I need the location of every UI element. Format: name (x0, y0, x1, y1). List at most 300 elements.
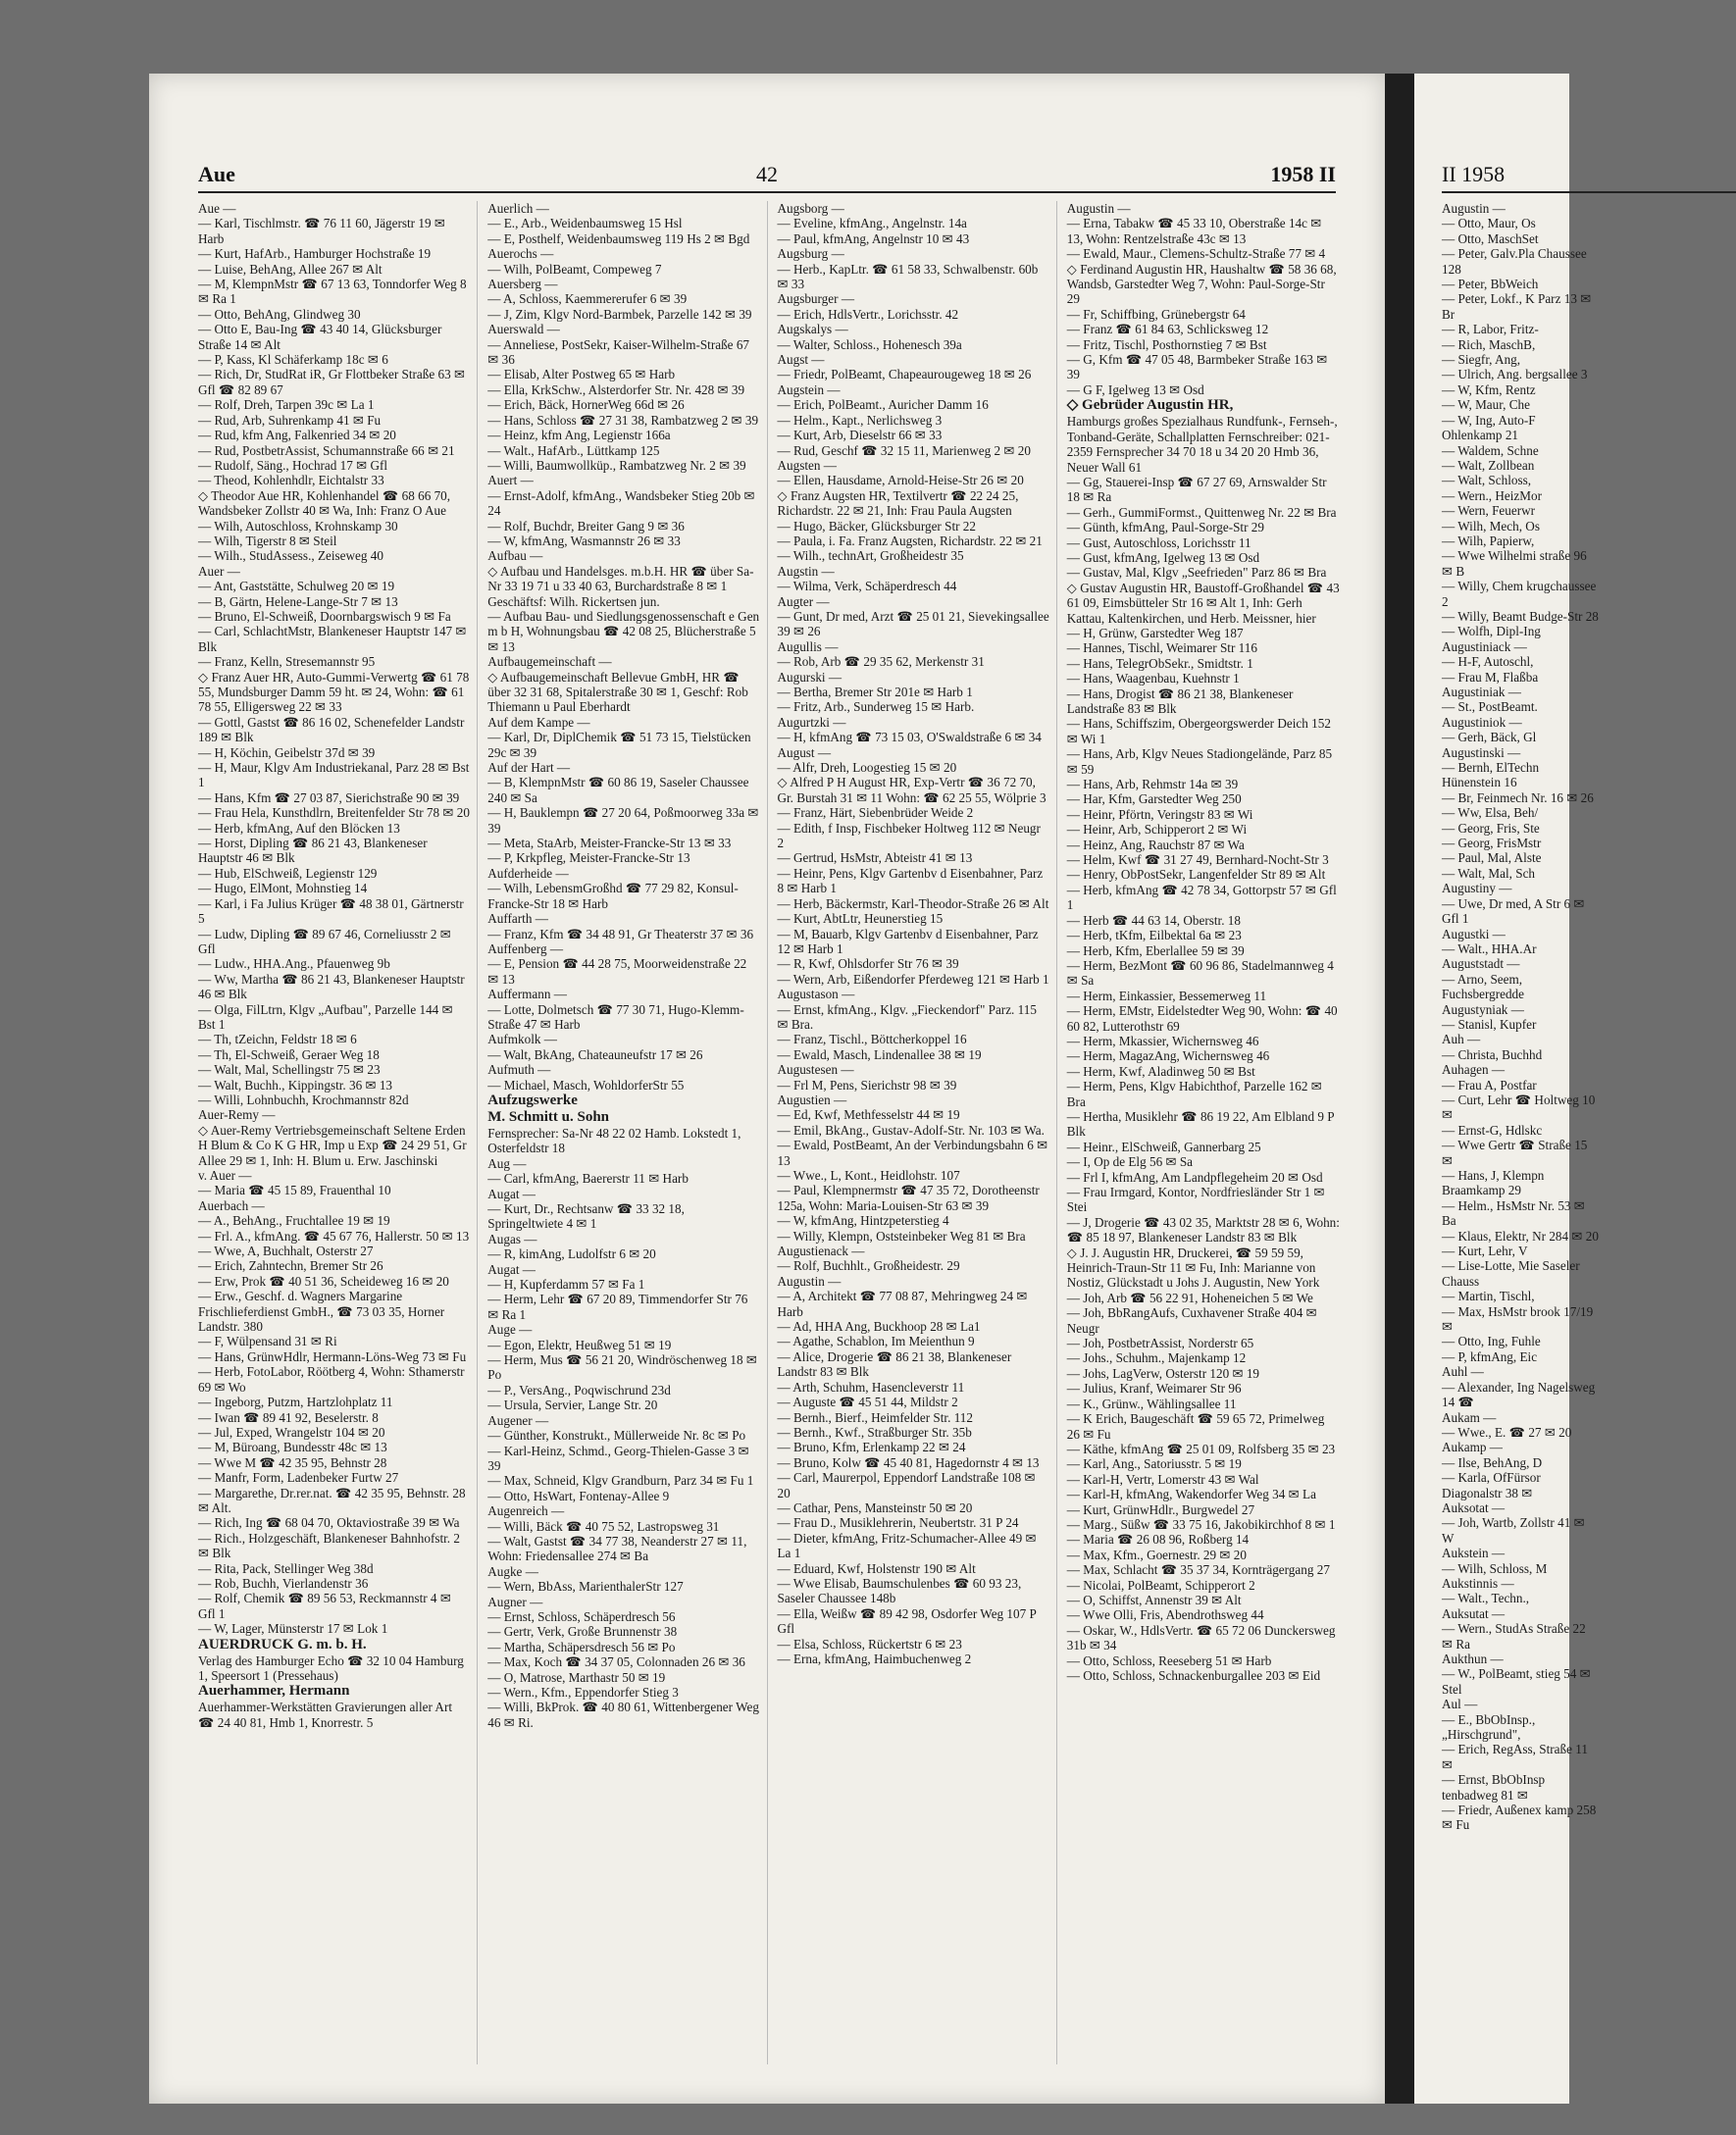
directory-entry: — Agathe, Schablon, Im Meienthun 9 (777, 1334, 975, 1349)
directory-page (149, 74, 1385, 2104)
directory-entry: — Rich, MaschB, (1442, 336, 1536, 352)
directory-entry: — O, Schiffst, Annenstr 39 ✉ Alt (1066, 1592, 1242, 1607)
directory-entry: — Ellen, Hausdame, Arnold-Heise-Str 26 ✉ 20 (777, 473, 1024, 488)
directory-entry: — Heinr., ElSchweiß, Gannerbarg 25 (1066, 1139, 1261, 1154)
directory-entry: — Bernh., Bierf., Heimfelder Str. 112 (777, 1409, 973, 1425)
directory-entry: Augurski — (777, 669, 842, 685)
directory-entry: Augustin — (1442, 201, 1506, 216)
directory-entry: — K Erich, Baugeschäft ☎ 59 65 72, Primelweg 26 ✉ Fu (1066, 1411, 1325, 1442)
directory-entry: Auert — (487, 473, 534, 488)
directory-entry: — Rud, kfm Ang, Falkenried 34 ✉ 20 (198, 428, 396, 443)
directory-entry: — Har, Kfm, Garstedter Weg 250 (1066, 791, 1242, 807)
directory-entry: Augenreich — (487, 1503, 565, 1519)
directory-entry: — Br, Feinmech Nr. 16 ✉ 26 (1442, 789, 1594, 805)
directory-entry: Augener — (487, 1412, 549, 1428)
directory-entry: — Karl-H, kfmAng, Wakendorfer Weg 34 ✉ La (1066, 1487, 1316, 1502)
directory-entry: — Herm, Pens, Klgv Habichthof, Parzelle 162 ✉ Bra (1066, 1079, 1322, 1109)
directory-entry: Auffenberg — (487, 940, 564, 956)
directory-entry: — H, Bauklempn ☎ 27 20 64, Poßmoorweg 33a ✉ 39 (487, 805, 759, 836)
directory-entry: — Ernst-Adolf, kfmAng., Wandsbeker Stieg 20b ✉ 24 (487, 487, 755, 519)
directory-entry: — Karla, OfFürsor Diagonalstr 38 ✉ (1442, 1470, 1541, 1500)
directory-entry: — Fritz, Tischl, Posthornstieg 7 ✉ Bst (1066, 336, 1267, 352)
directory-entry: — Ella, KrkSchw., Alsterdorfer Str. Nr. 428 ✉ 39 (487, 381, 745, 397)
directory-entry: — Hugo, ElMont, Mohnstieg 14 (198, 881, 368, 896)
directory-entry: — Wwe., L, Kont., Heidlohstr. 107 (777, 1168, 960, 1183)
directory-entry: — Maria ☎ 45 15 89, Frauenthal 10 (198, 1183, 391, 1198)
directory-entry: — W, Kfm, Rentz (1442, 381, 1536, 397)
directory-entry: — Kurt, GrünwHdlr., Burgwedel 27 (1066, 1501, 1255, 1517)
directory-entry: — Gg, Stauerei-Insp ☎ 67 27 69, Arnswalder Str 18 ✉ Ra (1066, 474, 1327, 505)
directory-entry: Hamburgs großes Spezialhaus Rundfunk-, Fernseh-, Tonband-Geräte, Schallplatten Fernschreiber: 021-2359 Fernsprecher 34 70 18 u 34 20 20 Hmb 36, Neuer Wall 61 (1066, 414, 1338, 475)
directory-entry: — Herm, Lehr ☎ 67 20 89, Timmendorfer Str 76 ✉ Ra 1 (487, 1292, 748, 1322)
directory-entry: Augustien — (777, 1092, 847, 1107)
directory-entry: — Willy, Beamt Budge-Str 28 (1442, 608, 1599, 624)
directory-entry: — Rob, Arb ☎ 29 35 62, Merkenstr 31 (777, 654, 985, 670)
directory-entry: — Joh, BbRangAufs, Cuxhavener Straße 404 ✉ Neugr (1066, 1305, 1317, 1336)
directory-entry: ◇ Aufbaugemeinschaft Bellevue GmbH, HR ☎ über 32 31 68, Spitalerstraße 30 ✉ 1, Geschf: Rob Thiemann u Paul Eberhardt (487, 669, 748, 715)
page-header (198, 160, 1336, 193)
directory-entry: — Herb, FotoLabor, Röötberg 4, Wohn: Sthamerstr 69 ✉ Wo (198, 1364, 465, 1395)
directory-entry: — Th, El-Schweiß, Geraer Weg 18 (198, 1046, 380, 1062)
directory-entry: — Herb., KapLtr. ☎ 61 58 33, Schwalbenstr. 60b ✉ 33 (777, 261, 1039, 292)
directory-entry: Augstin — (777, 563, 835, 579)
directory-entry: — Frl M, Pens, Sierichstr 98 ✉ 39 (777, 1077, 957, 1093)
directory-entry: Augsten — (777, 457, 837, 473)
directory-entry: — Helm., HsMstr Nr. 53 ✉ Ba (1442, 1197, 1585, 1229)
directory-entry: — Fritz, Arb., Sunderweg 15 ✉ Harb. (777, 699, 975, 715)
directory-entry: Auf dem Kampe — (487, 714, 590, 730)
directory-entry: — Otto, Maur, Os (1442, 216, 1536, 231)
directory-entry: Auksotat — (1442, 1500, 1506, 1515)
directory-entry: — Frau A, Postfar (1442, 1077, 1537, 1093)
directory-entry: — Erna, Tabakw ☎ 45 33 10, Oberstraße 14c ✉ 13, Wohn: Rentzelstraße 43c ✉ 13 (1066, 216, 1322, 246)
directory-entry: — Egon, Elektr, Heußweg 51 ✉ 19 (487, 1337, 672, 1352)
directory-entry: — Arno, Seem, Fuchsbergredde (1442, 971, 1524, 1002)
directory-entry: — Otto, MaschSet (1442, 230, 1539, 246)
directory-entry: — Wwe, A, Buchhalt, Osterstr 27 (198, 1244, 374, 1259)
directory-entry: ◇ Alfred P H August HR, Exp-Vertr ☎ 36 72 70, Gr. Burstah 31 ✉ 11 Wohn: ☎ 62 25 55, Wölprie 3 (777, 775, 1047, 805)
directory-entry: — Johs, LagVerw, Osterstr 120 ✉ 19 (1066, 1365, 1260, 1381)
page-number: 42 (756, 162, 778, 186)
directory-entry: — Walt, Buchh., Kippingstr. 36 ✉ 13 (198, 1077, 393, 1093)
directory-entry: Auksutat — (1442, 1605, 1506, 1621)
directory-entry: — Wwe Olli, Fris, Abendrothsweg 44 (1066, 1607, 1264, 1623)
directory-entry: — Günth, kfmAng, Paul-Sorge-Str 29 (1066, 520, 1264, 535)
directory-entry: — Gustav, Mal, Klgv „Seefrieden" Parz 86 ✉ Bra (1066, 565, 1327, 581)
directory-entry: Aukamp — (1442, 1440, 1503, 1455)
directory-entry: AUERDRUCK G. m. b. H. (198, 1636, 367, 1652)
directory-entry: — Martha, Schäpersdresch 56 ✉ Po (487, 1639, 676, 1654)
directory-entry: Auer-Remy — (198, 1107, 276, 1123)
directory-entry: — Carl, SchlachtMstr, Blankeneser Hauptstr 147 ✉ Blk (198, 624, 467, 654)
next-page-column (1442, 201, 1599, 2064)
directory-entry: — Herb, Bäckermstr, Karl-Theodor-Straße 26 ✉ Alt (777, 895, 1049, 911)
directory-entry: — Wilh, Mech, Os (1442, 518, 1540, 534)
directory-entry: — E., Arb., Weidenbaumsweg 15 Hsl (487, 216, 683, 231)
directory-entry: — P, Krkpfleg, Meister-Francke-Str 13 (487, 850, 690, 866)
directory-entry: — Karl, Dr, DiplChemik ☎ 51 73 15, Tielstücken 29c ✉ 39 (487, 730, 751, 760)
directory-entry: — Rich, Dr, StudRat iR, Gr Flottbeker Straße 63 ✉ Gfl ☎ 82 89 67 (198, 367, 466, 397)
directory-entry: — Herm, Mkassier, Wichernsweg 46 (1066, 1033, 1259, 1048)
directory-entry: — Erw, Prok ☎ 40 51 36, Scheideweg 16 ✉ 20 (198, 1273, 449, 1289)
directory-entry: — Ilse, BehAng, D (1442, 1454, 1543, 1470)
directory-entry: — Franz ☎ 61 84 63, Schlicksweg 12 (1066, 322, 1269, 337)
directory-entry: — J, Zim, Klgv Nord-Barmbek, Parzelle 142 ✉ 39 (487, 306, 752, 322)
directory-entry: — Erich, Bäck, HornerWeg 66d ✉ 26 (487, 397, 685, 413)
directory-entry: — Wolfh, Dipl-Ing (1442, 624, 1541, 639)
directory-entry: — Ed, Kwf, Methfesselstr 44 ✉ 19 (777, 1107, 960, 1123)
directory-entry: — B, KlempnMstr ☎ 60 86 19, Saseler Chaussee 240 ✉ Sa (487, 775, 749, 805)
directory-entry: — Kurt, Arb, Dieselstr 66 ✉ 33 (777, 428, 943, 443)
directory-entry: Augsburg — (777, 246, 844, 262)
directory-entry: — Gottl, Gastst ☎ 86 16 02, Schenefelder Landstr 189 ✉ Blk (198, 714, 465, 745)
directory-entry: — Heinr, Pens, Klgv Gartenbv d Eisenbahner, Parz 8 ✉ Harb 1 (777, 865, 1044, 896)
directory-entry: — Paul, Mal, Alste (1442, 850, 1542, 866)
directory-entry: — Rolf, Chemik ☎ 89 56 53, Reckmannstr 4 ✉ Gfl 1 (198, 1591, 451, 1621)
directory-entry: — Gerh., GummiFormst., Quittenweg Nr. 22 ✉ Bra (1066, 504, 1337, 520)
directory-entry: — Ww, Martha ☎ 86 21 43, Blankeneser Hauptstr 46 ✉ Blk (198, 971, 465, 1002)
header-year: 1958 II (1270, 162, 1336, 186)
directory-entry: — Max, Schlacht ☎ 35 37 34, Kornträgergang 27 (1066, 1562, 1330, 1578)
directory-entry: Augustiny — (1442, 881, 1512, 896)
directory-entry: — Walt, Mal, Sch (1442, 865, 1536, 881)
directory-entry: August — (777, 744, 832, 760)
directory-entry: — Wern, Feuerwr (1442, 503, 1536, 519)
directory-entry: — Heinz, Ang, Rauchstr 87 ✉ Wa (1066, 837, 1245, 852)
directory-entry: — Käthe, kfmAng ☎ 25 01 09, Rolfsberg 35 ✉ 23 (1066, 1441, 1336, 1456)
directory-entry: — Ant, Gaststätte, Schulweg 20 ✉ 19 (198, 579, 395, 594)
directory-entry: Augustin — (1066, 201, 1131, 216)
directory-entry: — Gertr, Verk, Große Brunnenstr 38 (487, 1624, 678, 1640)
directory-entry: Aul — (1442, 1697, 1478, 1712)
directory-entry: — Walt, Zollbean (1442, 457, 1535, 473)
directory-entry: Auguststadt — (1442, 956, 1520, 972)
directory-entry: — Hans, J, Klempn Braamkamp 29 (1442, 1168, 1545, 1198)
directory-entry: — Herb, tKfm, Eilbektal 6a ✉ 23 (1066, 928, 1242, 943)
directory-entry: — Waldem, Schne (1442, 442, 1539, 458)
directory-entry: — Helm., Kapt., Nerlichsweg 3 (777, 412, 943, 428)
directory-entry: — Erich, HdlsVertr., Lorichsstr. 42 (777, 306, 959, 322)
directory-entry: Augustki — (1442, 926, 1506, 941)
directory-entry: — Wilh, PolBeamt, Compeweg 7 (487, 261, 662, 277)
directory-entry: — Herm, EMstr, Eidelstedter Weg 90, Wohn: ☎ 40 60 82, Lutterothstr 69 (1066, 1003, 1338, 1034)
directory-entry: — Joh, PostbetrAssist, Norderstr 65 (1066, 1336, 1254, 1351)
directory-entry: — Aufbau Bau- und Siedlungsgenossenschaft e Gen m b H, Wohnungsbau ☎ 42 08 25, Blücherstraße 5 ✉ 13 (487, 608, 760, 654)
directory-entry: — Peter, BbWeich (1442, 277, 1539, 292)
directory-entry: — Rolf, Buchhlt., Großheidestr. 29 (777, 1258, 960, 1274)
directory-entry: — Otto, Schloss, Schnackenburgallee 203 ✉ Eid (1066, 1668, 1321, 1683)
directory-entry: Aue — (198, 201, 236, 216)
directory-entry: — Rud, PostbetrAssist, Schumannstraße 66 ✉ 21 (198, 442, 455, 458)
directory-entry: — Ernst-G, Hdlskc (1442, 1122, 1543, 1138)
directory-entry: — M, Bauarb, Klgv Gartenbv d Eisenbahner, Parz 12 ✉ Harb 1 (777, 926, 1039, 956)
directory-entry: — Frau M, Flaßba (1442, 669, 1539, 685)
directory-entry: — R, Labor, Fritz- (1442, 322, 1539, 337)
directory-entry: Auer — (198, 563, 240, 579)
directory-entry: — Klaus, Elektr, Nr 284 ✉ 20 (1442, 1228, 1599, 1244)
directory-entry: Auffermann — (487, 987, 567, 1002)
directory-entry: — Otto, BehAng, Glindweg 30 (198, 306, 361, 322)
directory-entry: Aufmuth — (487, 1062, 551, 1078)
directory-entry: — F, Wülpensand 31 ✉ Ri (198, 1334, 337, 1349)
directory-entry: ◇ Franz Augsten HR, Textilvertr ☎ 22 24 25, Richardstr. 22 ✉ 21, Inh: Frau Paula Augsten (777, 487, 1019, 519)
directory-entry: — Ernst, Schloss, Schäperdresch 56 (487, 1608, 676, 1624)
directory-entry: — Willi, Baumwollküp., Rambatzweg Nr. 2 ✉ 39 (487, 457, 746, 473)
directory-entry: — Margarethe, Dr.rer.nat. ☎ 42 35 95, Behnstr. 28 ✉ Alt. (198, 1485, 466, 1515)
directory-entry: — Arth, Schuhm, Hasencleverstr 11 (777, 1379, 965, 1395)
directory-entry: — I, Op de Elg 56 ✉ Sa (1066, 1154, 1194, 1170)
directory-entry: Auhl — (1442, 1364, 1484, 1380)
directory-entry: Auf der Hart — (487, 760, 571, 776)
directory-entry: ◇ Auer-Remy Vertriebsgemeinschaft Seltene Erden H Blum & Co K G HR, Imp u Exp ☎ 24 29 51, Gr Allee 29 ✉ 1, Inh: H. Blum u. Erw. Jaschinski (198, 1122, 467, 1168)
directory-entry: — Walt, BkAng, Chateaunеufstr 17 ✉ 26 (487, 1046, 703, 1062)
directory-entry: Augustesen — (777, 1062, 854, 1078)
directory-entry: ◇ Gustav Augustin HR, Baustoff-Großhandel ☎ 43 61 09, Eimsbütteler Str 16 ✉ Alt 1, Inh: Gerh Kattau, Kaltenkirchen, und Herb. Meissner, hier (1066, 580, 1340, 626)
column-1 (198, 201, 478, 2064)
directory-entry: — Wilh, Tigerstr 8 ✉ Steil (198, 533, 337, 548)
directory-entry: — Fr, Schiffbing, Grünebergstr 64 (1066, 306, 1246, 322)
directory-entry: — Erw., Geschf. d. Wagners Margarine Frischlieferdienst GmbH., ☎ 73 03 35, Horner Landstr. 380 (198, 1289, 445, 1335)
directory-entry: — Emil, BkAng., Gustav-Adolf-Str. Nr. 103 ✉ Wa. (777, 1122, 1045, 1138)
directory-entry: — Willi, Lohnbuchh, Krochmannstr 82d (198, 1092, 409, 1107)
directory-entry: Augustiniok — (1442, 714, 1522, 730)
directory-entry: Auge — (487, 1322, 533, 1338)
directory-entry: — Marg., Süßw ☎ 33 75 16, Jakobikirchhof 8 ✉ 1 (1066, 1516, 1336, 1532)
directory-entry: Aufzugswerke (487, 1092, 578, 1108)
directory-entry: Augat — (487, 1261, 536, 1277)
directory-entry: — W, Ing, Auto-F Ohlenkamp 21 (1442, 412, 1536, 443)
directory-entry: — Wwe., E. ☎ 27 ✉ 20 (1442, 1424, 1572, 1440)
directory-entry: Aufderheide — (487, 865, 569, 881)
directory-entry: — Herm, MagazAng, Wichernsweg 46 (1066, 1048, 1270, 1064)
directory-entry: — Rudolf, Säng., Hochrad 17 ✉ Gfl (198, 457, 388, 473)
directory-entry: — Wern., StudAs Straße 22 ✉ Ra (1442, 1621, 1586, 1652)
directory-entry: — Luise, BehAng, Allee 267 ✉ Alt (198, 261, 383, 277)
directory-entry: — Hans, GrünwHdlr, Hermann-Löns-Weg 73 ✉ Fu (198, 1348, 467, 1364)
directory-entry: — Ulrich, Ang. bergsallee 3 (1442, 367, 1588, 382)
directory-entry: — M, Büroang, Bundesstr 48c ✉ 13 (198, 1440, 387, 1455)
directory-entry: — K., Grünw., Wählingsallee 11 (1066, 1396, 1237, 1411)
directory-entry: — Günther, Konstrukt., Müllerweide Nr. 8c ✉ Po (487, 1428, 746, 1444)
directory-entry: — Willi, BkProk. ☎ 40 80 61, Wittenbergener Weg 46 ✉ Ri. (487, 1700, 759, 1730)
directory-entry: — Max, Schneid, Klgv Grandburn, Parz 34 ✉ Fu 1 (487, 1473, 754, 1489)
directory-entry: — Wwe M ☎ 42 35 95, Behnstr 28 (198, 1454, 387, 1470)
directory-entry: — Siegfr, Ang, (1442, 352, 1521, 368)
directory-entry: — Hugo, Bäcker, Glücksburger Str 22 (777, 518, 976, 534)
directory-entry: — Wwe Elisab, Baumschulenbes ☎ 60 93 23, Saseler Chaussee 148b (777, 1575, 1022, 1606)
directory-entry: — W, kfmAng, Wasmannstr 26 ✉ 33 (487, 533, 681, 548)
directory-entry: — Erich, Zahntechn, Bremer Str 26 (198, 1258, 383, 1274)
directory-entry: — A., BehAng., Fruchtallee 19 ✉ 19 (198, 1213, 390, 1229)
directory-entry: — Frau Irmgard, Kontor, Nordfriesländer Str 1 ✉ Stei (1066, 1185, 1325, 1215)
directory-entry: — Carl, kfmAng, Baererstr 11 ✉ Harb (487, 1171, 689, 1187)
directory-entry: — Frau Hela, Kunsthdlrn, Breitenfelder Str 78 ✉ 20 (198, 805, 470, 821)
directory-entry: — St., PostBeamt. (1442, 699, 1538, 715)
directory-entry: — Wern., HeizMor (1442, 487, 1542, 503)
directory-entry: — Max, HsMstr brook 17/19 ✉ (1442, 1303, 1594, 1335)
directory-entry: Augustiniack — (1442, 638, 1527, 654)
directory-entry: — Rolf, Dreh, Tarpen 39c ✉ La 1 (198, 397, 375, 413)
directory-entry: — Wilh, LebensmGroßhd ☎ 77 29 82, Konsul-Francke-Str 18 ✉ Harb (487, 881, 739, 911)
next-page-header-text: II 1958 (1442, 162, 1506, 186)
directory-entry: — Eveline, kfmAng., Angelnstr. 14a (777, 216, 967, 231)
directory-entry: ◇ J. J. Augustin HR, Druckerei, ☎ 59 59 59, Heinrich-Traun-Str 11 ✉ Fu, Inh: Marianne von Nostiz, Glückstadt u Johs J. Augustin, New York (1066, 1245, 1320, 1291)
directory-entry: — Wern, BbAss, MarienthalerStr 127 (487, 1579, 684, 1595)
directory-entry: Aufbaugemeinschaft — (487, 654, 612, 670)
directory-entry: — Ursula, Servier, Lange Str. 20 (487, 1398, 658, 1413)
directory-entry: — Walt., HHA.Ar (1442, 940, 1537, 956)
directory-entry: — A, Schloss, Kaemmererufer 6 ✉ 39 (487, 291, 688, 307)
directory-entry: — A, Architekt ☎ 77 08 87, Mehringweg 24 ✉ Harb (777, 1289, 1028, 1319)
directory-entry: Aufbau — (487, 548, 543, 564)
directory-entry: — Meta, StaArb, Meister-Francke-Str 13 ✉ 33 (487, 836, 732, 851)
directory-entry: — Karl-Heinz, Schmd., Georg-Thielen-Gasse 3 ✉ 39 (487, 1443, 749, 1473)
directory-entry: — Herm, BezMont ☎ 60 96 86, Stadelmannweg 4 ✉ Sa (1066, 957, 1334, 989)
directory-entry: — Otto, Ing, Fuhle (1442, 1334, 1541, 1349)
directory-entry: — Erich, PolBeamt., Auricher Damm 16 (777, 397, 989, 413)
directory-entry: — Auguste ☎ 45 51 44, Mildstr 2 (777, 1395, 958, 1410)
entries-columns (198, 201, 1346, 2064)
directory-entry: Augurtzki — (777, 714, 846, 730)
directory-entry: — E, Posthelf, Weidenbaumsweg 119 Hs 2 ✉ Bgd (487, 230, 750, 246)
directory-entry: — Wilh, Autoschloss, Krohnskamp 30 (198, 518, 398, 534)
directory-entry: Augsburger — (777, 291, 855, 307)
directory-entry: — Theod, Kohlenhdlr, Eichtalstr 33 (198, 473, 384, 488)
directory-entry: — Georg, Fris, Ste (1442, 820, 1540, 836)
directory-entry: — Otto, HsWart, Fontenay-Allee 9 (487, 1488, 670, 1503)
directory-entry: — Wwe Gertr ☎ Straße 15 ✉ (1442, 1138, 1588, 1168)
directory-entry: — Lise-Lotte, Mie Saseler Chauss (1442, 1258, 1580, 1289)
directory-entry: — Cathar, Pens, Mansteinstr 50 ✉ 20 (777, 1500, 973, 1515)
directory-entry: — Ernst, BbObInsp tenbadweg 81 ✉ (1442, 1772, 1546, 1803)
directory-entry: — Walt, Gastst ☎ 34 77 38, Neanderstr 27 ✉ 11, Wohn: Friedensallee 274 ✉ Ba (487, 1533, 747, 1564)
directory-entry: — Gerh, Bäck, Gl (1442, 730, 1537, 745)
directory-entry: — Elisab, Alter Postweg 65 ✉ Harb (487, 367, 676, 382)
directory-entry: — Frl. A., kfmAng. ☎ 45 67 76, Hallerstr. 50 ✉ 13 (198, 1228, 470, 1244)
directory-entry: — Henry, ObPostSekr, Langenfelder Str 89 ✉ Alt (1066, 867, 1326, 883)
directory-entry: Augskalys — (777, 322, 848, 337)
directory-entry: — Lotte, Dolmetsch ☎ 77 30 71, Hugo-Klemm-Straße 47 ✉ Harb (487, 1001, 744, 1032)
directory-entry: — Herm, Kwf, Aladinweg 50 ✉ Bst (1066, 1063, 1255, 1079)
directory-entry: Auerochs — (487, 246, 554, 262)
directory-entry: — Ernst, kfmAng., Klgv. „Fieckendorf" Parz. 115 ✉ Bra. (777, 1001, 1037, 1032)
directory-entry: ◇ Gebrüder Augustin HR, (1066, 397, 1234, 414)
directory-entry: — Friedr, PolBeamt, Chapeaurougeweg 18 ✉ 26 (777, 367, 1032, 382)
directory-entry: — H, Kupferdamm 57 ✉ Fa 1 (487, 1277, 645, 1293)
directory-entry: — Gust, kfmAng, Igelweg 13 ✉ Osd (1066, 549, 1260, 565)
directory-entry: — Herb ☎ 44 63 14, Oberstr. 18 (1066, 912, 1241, 928)
directory-entry: — M, KlempnMstr ☎ 67 13 63, Tonndorfer Weg 8 ✉ Ra 1 (198, 277, 467, 307)
directory-entry: — Uwe, Dr med, A Str 6 ✉ Gfl 1 (1442, 895, 1585, 927)
directory-entry: — Walt, Mal, Schellingstr 75 ✉ 23 (198, 1062, 381, 1078)
directory-entry: — Anneliese, PostSekr, Kaiser-Wilhelm-Straße 67 ✉ 36 (487, 336, 750, 368)
directory-entry: — Kurt, AbtLtr, Heunerstieg 15 (777, 911, 944, 927)
directory-entry: — Hans, Schiffszim, Obergeorgswerder Deich 152 ✉ Wi 1 (1066, 716, 1331, 746)
directory-entry: — W, Maur, Che (1442, 397, 1530, 413)
directory-entry: Augas — (487, 1231, 537, 1246)
directory-entry: — Elsa, Schloss, Rückertstr 6 ✉ 23 (777, 1636, 962, 1652)
directory-entry: — Bernh, ElTechn Hünenstein 16 (1442, 760, 1540, 790)
directory-entry: — Paula, i. Fa. Franz Augsten, Richardstr. 22 ✉ 21 (777, 533, 1043, 548)
directory-entry: v. Auer — (198, 1168, 252, 1183)
directory-entry: — H, Grünw, Garstedter Weg 187 (1066, 625, 1244, 640)
directory-entry: — Willy, Chem krugchaussee 2 (1442, 579, 1597, 609)
directory-entry: Auerhammer-Werkstätten Gravierungen aller Art ☎ 24 40 81, Hmb 1, Knorrestr. 5 (198, 1700, 453, 1730)
header-left-word: Aue (198, 162, 235, 186)
directory-entry: — Alexander, Ing Nagelsweg 14 ☎ (1442, 1379, 1596, 1410)
directory-entry: — Bernh., Kwf., Straßburger Str. 35b (777, 1424, 972, 1440)
directory-entry: — Bruno, Kolw ☎ 45 40 81, Hagedornstr 4 ✉ 13 (777, 1454, 1040, 1470)
directory-entry: — E., BbObInsp., „Hirschgrund", (1442, 1711, 1536, 1743)
book-gutter (1385, 74, 1414, 2104)
directory-entry: — Heinr, Pförtn, Veringstr 83 ✉ Wi (1066, 806, 1253, 822)
directory-entry: — Hans, TelegrObSekr., Smidtstr. 1 (1066, 655, 1253, 671)
directory-entry: — Nicolai, PolBeamt, Schipperort 2 (1066, 1577, 1255, 1593)
directory-entry: — Rich, Ing ☎ 68 04 70, Oktaviostraße 39 ✉ Wa (198, 1515, 460, 1531)
directory-entry: — Alfr, Dreh, Loogestieg 15 ✉ 20 (777, 760, 957, 776)
directory-entry: — P, Kass, Kl Schäferkamp 18c ✉ 6 (198, 352, 388, 368)
directory-entry: — Erich, RegAss, Straße 11 ✉ (1442, 1742, 1588, 1772)
directory-entry: — Bruno, Kfm, Erlenkamp 22 ✉ 24 (777, 1440, 966, 1455)
directory-entry: — Wilma, Verk, Schäperdresch 44 (777, 579, 957, 594)
directory-entry: — Gust, Autoschloss, Lorichsstr 11 (1066, 534, 1251, 550)
directory-entry: Auh — (1442, 1032, 1481, 1047)
directory-entry: — Franz, Tischl., Böttcherkoppel 16 (777, 1032, 967, 1047)
directory-entry: — Karl, Tischlmstr. ☎ 76 11 60, Jägerstr 19 ✉ Harb (198, 216, 445, 246)
directory-entry: — Curt, Lehr ☎ Holtweg 10 ✉ (1442, 1092, 1596, 1123)
directory-entry: Augustiniak — (1442, 685, 1521, 699)
directory-entry: — Friedr, Außenex kamp 258 ✉ Fu (1442, 1803, 1597, 1833)
directory-entry: — Hertha, Musiklehr ☎ 86 19 22, Am Elbland 9 P Blk (1066, 1108, 1335, 1140)
directory-entry: — Ewald, Maur., Clemens-Schultz-Straße 77 ✉ 4 (1066, 246, 1326, 262)
next-page-header (1442, 160, 1736, 193)
directory-entry: Aug — (487, 1155, 527, 1171)
directory-entry: Auffarth — (487, 911, 548, 927)
directory-entry: — Carl, Maurerpol, Eppendorf Landstraße 108 ✉ 20 (777, 1470, 1036, 1500)
directory-entry: — Rich., Holzgeschäft, Blankeneser Bahnhofstr. 2 ✉ Blk (198, 1530, 460, 1561)
directory-entry: — Paul, kfmAng, Angelnstr 10 ✉ 43 (777, 230, 970, 246)
directory-entry: — Peter, Lokf., K Parz 13 ✉ Br (1442, 291, 1592, 322)
directory-entry: M. Schmitt u. Sohn (487, 1108, 610, 1125)
directory-entry: — Frl I, kfmAng, Am Landpflegeheim 20 ✉ Osd (1066, 1169, 1323, 1185)
directory-entry: — J, Drogerie ☎ 43 02 35, Marktstr 28 ✉ 6, Wohn: ☎ 85 18 97, Blankeneser Landstr 83 ✉ Blk (1066, 1214, 1340, 1245)
directory-entry: — Rob, Buchh, Vierlandenstr 36 (198, 1575, 369, 1591)
directory-entry: — Ww, Elsa, Beh/ (1442, 805, 1539, 821)
directory-entry: — Herb, kfmAng, Auf den Blöcken 13 (198, 820, 400, 836)
directory-entry: — Stanisl, Kupfer (1442, 1016, 1537, 1032)
directory-entry: Augstein — (777, 381, 841, 397)
directory-entry: — Jul, Exped, Wrangelstr 104 ✉ 20 (198, 1424, 385, 1440)
directory-entry: Aukstein — (1442, 1546, 1506, 1561)
directory-entry: — Christa, Buchhd (1442, 1046, 1543, 1062)
directory-entry: — Franz, Kfm ☎ 34 48 91, Gr Theaterstr 37 ✉ 36 (487, 926, 754, 941)
column-4 (1067, 201, 1346, 2064)
directory-entry: — Gertrud, HsMstr, Abteistr 41 ✉ 13 (777, 850, 973, 866)
directory-entry: — Hans, Drogist ☎ 86 21 38, Blankeneser Landstraße 83 ✉ Blk (1066, 686, 1294, 716)
directory-entry: Auerbach — (198, 1197, 265, 1213)
directory-entry: — Hans, Schloss ☎ 27 31 38, Rambatzweg 2 ✉ 39 (487, 412, 759, 428)
directory-entry: — Herm, Einkassier, Bessemerweg 11 (1066, 988, 1267, 1003)
directory-entry: — Ella, Weißw ☎ 89 42 98, Osdorfer Weg 107 P Gfl (777, 1605, 1037, 1637)
directory-entry: Augsborg — (777, 201, 844, 216)
directory-entry: — Olga, FilLtrn, Klgv „Aufbau", Parzelle 144 ✉ Bst 1 (198, 1001, 453, 1032)
directory-entry: — Wilh, Schloss, M (1442, 1560, 1548, 1576)
directory-entry: — H, kfmAng ☎ 73 15 03, O'Swaldstraße 6 ✉ 34 (777, 730, 1042, 745)
directory-entry: — Gunt, Dr med, Arzt ☎ 25 01 21, Sievekingsallee 39 ✉ 26 (777, 608, 1049, 639)
directory-entry: — H, Köchin, Geibelstr 37d ✉ 39 (198, 744, 376, 760)
directory-entry: — Franz, Kelln, Stresemannstr 95 (198, 654, 376, 670)
directory-entry: Aukthun — (1442, 1652, 1504, 1666)
